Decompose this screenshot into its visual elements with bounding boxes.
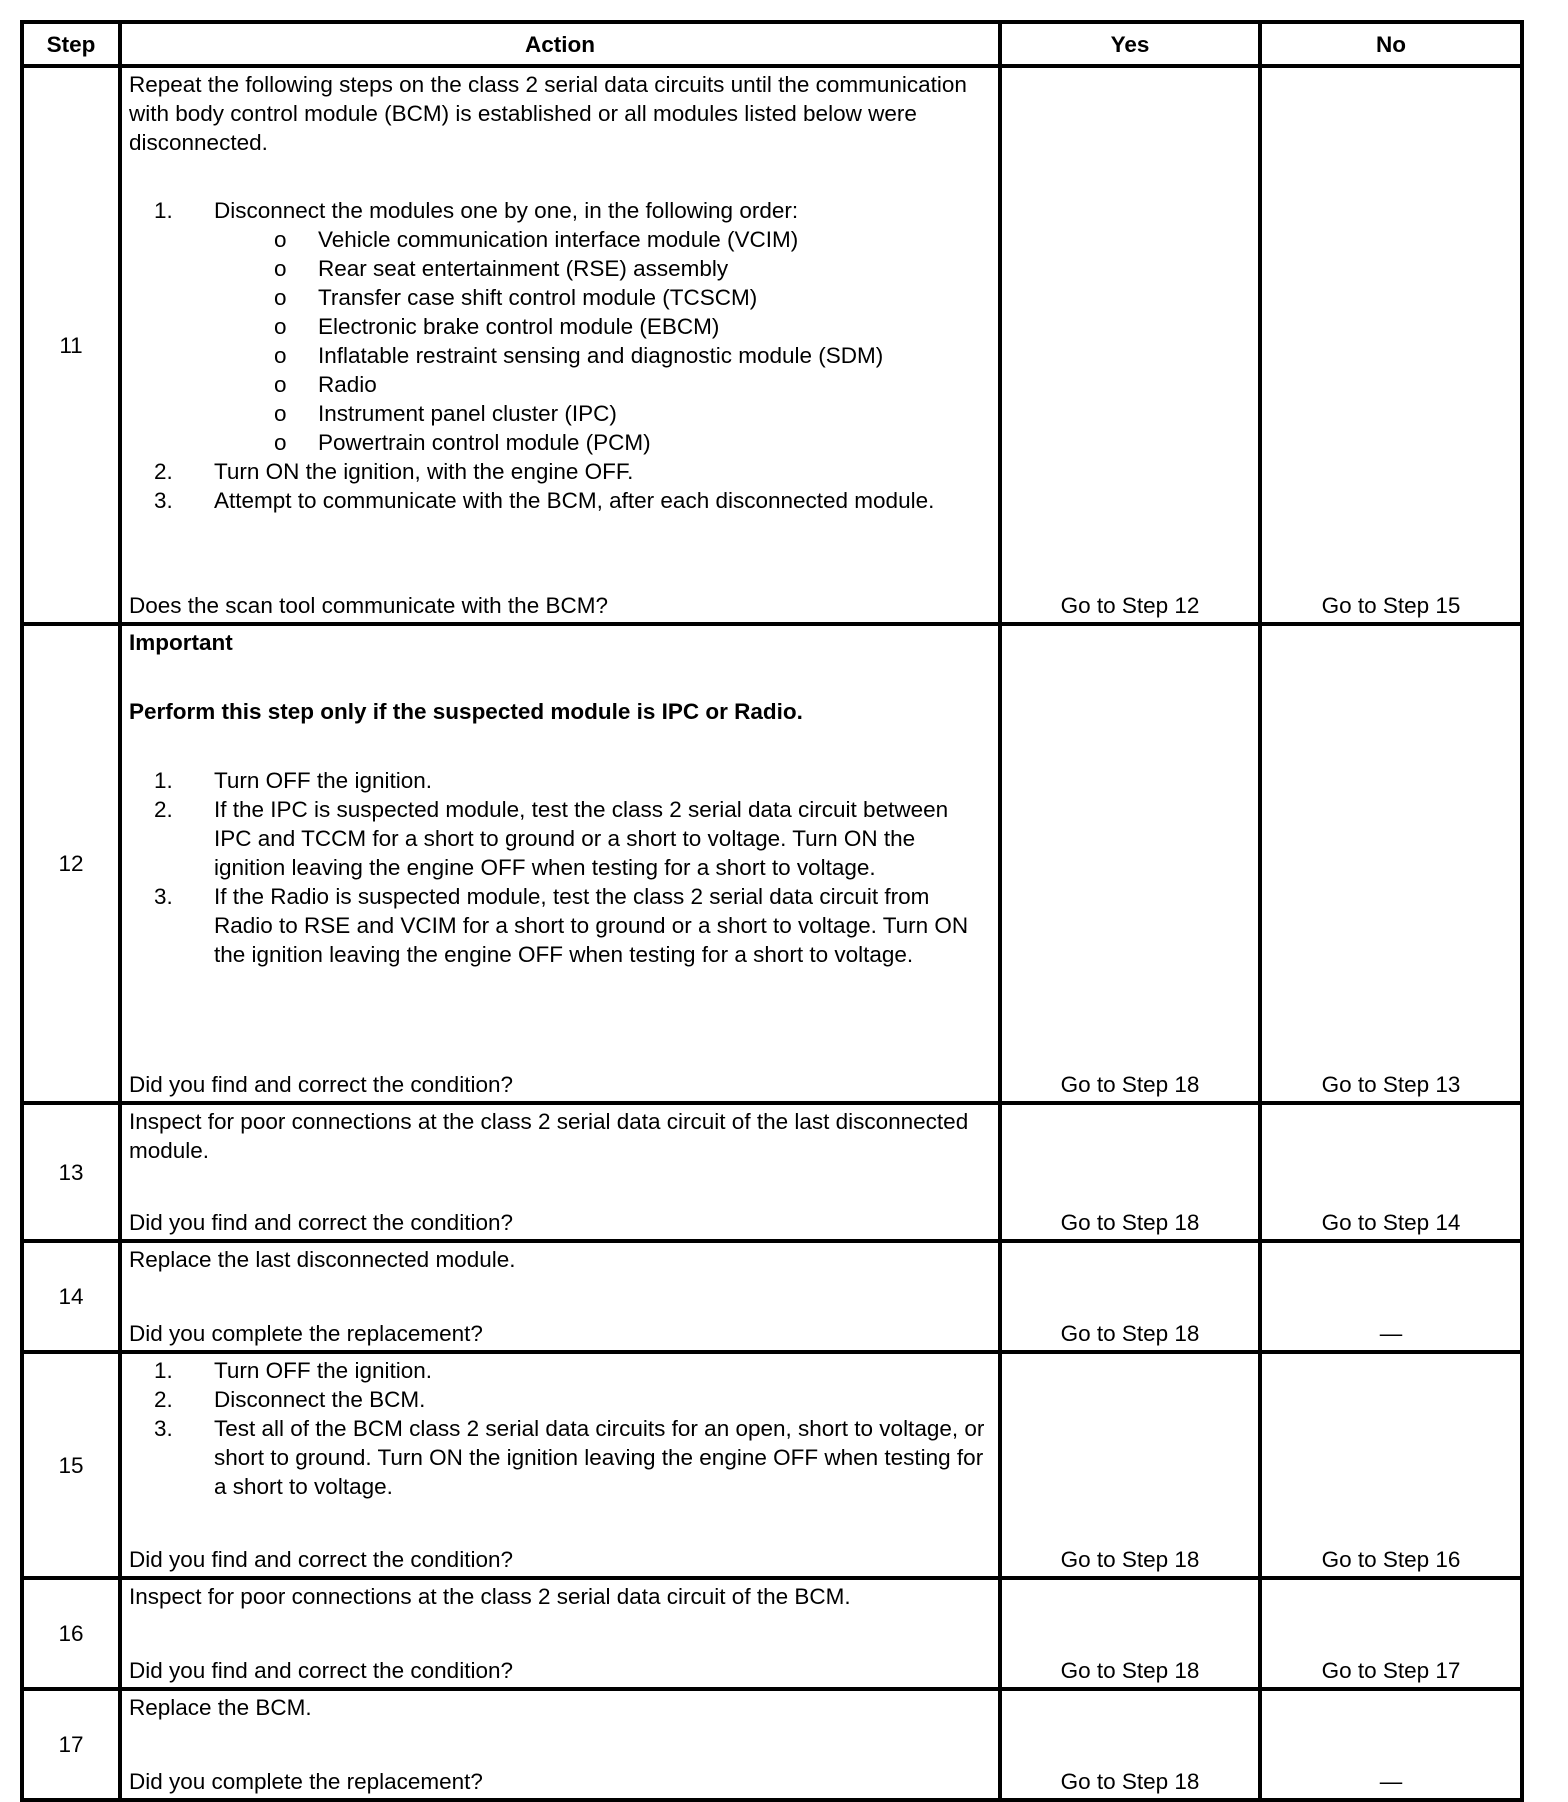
list-item: 2. If the IPC is suspected module, test the class 2 serial data circuit between IPC and TCCM for a short to ground or a short to voltage. Turn ON the ignition leaving the engine OFF when testing for a short to voltage.: [179, 795, 991, 882]
step-number: 15: [22, 1352, 120, 1578]
step-number: 16: [22, 1578, 120, 1689]
no-link: —: [1260, 1241, 1522, 1352]
step-list: [129, 196, 991, 515]
no-link: Go to Step 16: [1260, 1352, 1522, 1578]
step-list: [129, 766, 991, 969]
question: Did you find and correct the condition?: [129, 1210, 513, 1235]
table-row: [22, 1689, 1522, 1800]
important-label: Important: [129, 630, 233, 655]
table-row: [22, 1578, 1522, 1689]
action-text: Inspect for poor connections at the class 2 serial data circuit of the BCM.: [129, 1584, 851, 1609]
list-item: 3. If the Radio is suspected module, test the class 2 serial data circuit from Radio to RSE and VCIM for a short to ground or a short to voltage. Turn ON the ignition leaving the engine OFF when testing for a short to voltage.: [179, 882, 991, 969]
list-item: 3. Attempt to communicate with the BCM, after each disconnected module.: [179, 486, 991, 515]
question: Did you find and correct the condition?: [129, 1547, 513, 1572]
step-list: [129, 1356, 991, 1501]
list-item: o Instrument panel cluster (IPC): [274, 399, 991, 428]
question: Did you complete the replacement?: [129, 1769, 483, 1794]
question: Did you find and correct the condition?: [129, 1658, 513, 1683]
yes-link: Go to Step 18: [1000, 1689, 1260, 1800]
action-text: Replace the BCM.: [129, 1695, 312, 1720]
yes-link: Go to Step 18: [1000, 624, 1260, 1103]
step-number: 17: [22, 1689, 120, 1800]
list-item: o Rear seat entertainment (RSE) assembly: [274, 254, 991, 283]
list-item: o Vehicle communication interface module (VCIM): [274, 225, 991, 254]
list-item: 2. Turn ON the ignition, with the engine OFF.: [179, 457, 991, 486]
yes-link: Go to Step 18: [1000, 1578, 1260, 1689]
list-item: o Radio: [274, 370, 991, 399]
table-row: [22, 1352, 1522, 1578]
action-text: Inspect for poor connections at the class 2 serial data circuit of the last disconnected module.: [129, 1109, 969, 1163]
list-item: o Electronic brake control module (EBCM): [274, 312, 991, 341]
question: Does the scan tool communicate with the BCM?: [129, 593, 608, 618]
question: Did you find and correct the condition?: [129, 1072, 513, 1097]
yes-link: Go to Step 18: [1000, 1241, 1260, 1352]
step-number: 11: [22, 66, 120, 624]
header-row: [22, 22, 1522, 66]
list-item: 3. Test all of the BCM class 2 serial data circuits for an open, short to voltage, or short to ground. Turn ON the ignition leaving the engine OFF when testing for a short to voltage.: [179, 1414, 991, 1501]
header-action: Action: [120, 22, 1000, 66]
no-link: Go to Step 13: [1260, 624, 1522, 1103]
table-row: [22, 1103, 1522, 1241]
step-number: 14: [22, 1241, 120, 1352]
table-row: [22, 624, 1522, 1103]
no-link: Go to Step 14: [1260, 1103, 1522, 1241]
table-row: [22, 1241, 1522, 1352]
step-number: 13: [22, 1103, 120, 1241]
yes-link: Go to Step 18: [1000, 1352, 1260, 1578]
diagnostic-table: [20, 20, 1524, 1802]
step-number: 12: [22, 624, 120, 1103]
table-row: [22, 66, 1522, 624]
list-item: Disconnect the modules one by one, in the following order:: [214, 198, 799, 223]
no-link: Go to Step 17: [1260, 1578, 1522, 1689]
question: Did you complete the replacement?: [129, 1321, 483, 1346]
action-text: Replace the last disconnected module.: [129, 1247, 516, 1272]
no-link: Go to Step 15: [1260, 66, 1522, 624]
header-no: No: [1260, 22, 1522, 66]
yes-link: Go to Step 18: [1000, 1103, 1260, 1241]
header-yes: Yes: [1000, 22, 1260, 66]
list-item: 1. Turn OFF the ignition.: [179, 766, 991, 795]
list-item: 1. Turn OFF the ignition.: [179, 1356, 991, 1385]
header-step: Step: [22, 22, 120, 66]
list-item: 2. Disconnect the BCM.: [179, 1385, 991, 1414]
action-text: Repeat the following steps on the class 2 serial data circuits until the communication with body control module (BCM) is established or all modules listed below were disconnected.: [129, 72, 967, 155]
yes-link: Go to Step 12: [1000, 66, 1260, 624]
module-list: [214, 225, 991, 457]
important-note: Perform this step only if the suspected module is IPC or Radio.: [129, 699, 803, 724]
list-item: o Transfer case shift control module (TCSCM): [274, 283, 991, 312]
list-item: o Inflatable restraint sensing and diagnostic module (SDM): [274, 341, 991, 370]
list-item: o Powertrain control module (PCM): [274, 428, 991, 457]
no-link: —: [1260, 1689, 1522, 1800]
